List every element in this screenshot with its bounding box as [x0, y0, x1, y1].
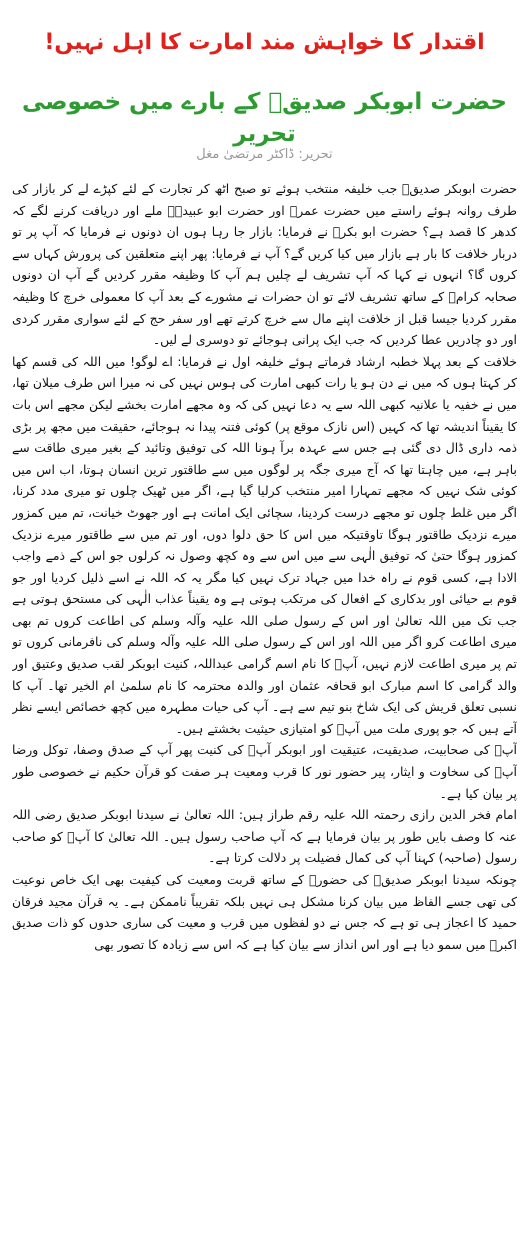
- paragraph: چونکہ سیدنا ابوبکر صدیقؓ کی حضورؐ کے ساتھ قربت ومعیت کی کیفیت بھی ایک خاص نوعیت کی تھی جسے الفاظ میں بیان کرنا مشکل ہی نہیں بلکہ تقریباً ناممکن ہے۔ یہ قرآن مجید فرقان حمید کا اعجاز ہی تو ہے کہ جس نے دو لفظوں میں قرب و معیت کی ساری حدوں کو ذات صدیق اکبرؓ میں سمو دیا ہے اور اس انداز سے بیان کیا ہے کہ اس سے زیادہ کا تصور بھی: [12, 872, 517, 952]
- paragraph: خلافت کے بعد پہلا خطبہ ارشاد فرماتے ہوئے خلیفہ اول نے فرمایا: اے لوگو! میں اللہ کی قسم کھا کر کہتا ہوں کہ میں نے دن ہو یا رات کبھی امارت کی ہوس نہیں کی نہ میرا اس طرف میلان تھا، میں نے خفیہ یا علانیہ کبھی اللہ سے یہ دعا نہیں کی کہ وہ مجھے امارت بخشے لیکن مجھے اس بات کا یقیناً اندیشہ تھا کہ کہیں (اس نازک موقع پر) کوئی فتنہ پیدا نہ ہوجائے، حقیقت میں مجھ پر بڑی ذمہ داری ڈال دی گئی ہے جس سے عہدہ برآ ہونا اللہ کی توفیق وتائید کے بغیر میری طاقت سے باہر ہے، میں چاہتا تھا کہ آج میری جگہ پر لوگوں میں سے طاقتور ترین انسان ہوتا، اب اس میں کوئی شک نہیں کہ مجھے تمہارا امیر منتخب کرلیا گیا ہے، اگر میں ٹھیک چلوں تو میری مدد کرنا، اگر میں غلط چلوں تو مجھے درست کردینا، سچائی ایک امانت ہے اور جھوٹ خیانت، تم میں کمزور میرے نزدیک طاقتور ہوگا تاوقتیکہ میں اس کا حق دلوا دوں، اور تم میں سے طاقتور میرے نزدیک کمزور ہوگا حتیٰ کہ توفیق الٰہی سے میں اس سے وہ کچھ وصول نہ کرلوں جو اس کے ذمے واجب الادا ہے، کسی قوم نے راہ خدا میں جہاد ترک نہیں کیا مگر یہ کہ اللہ نے اسے ذلیل کردیا اور جو قوم بے حیائی اور بدکاری کے افعال کی مرتکب ہوتی ہے وہ یقیناً عذاب الٰہی کی مستحق ہوتی ہے جب تک میں اللہ تعالیٰ اور اس کے رسول صلی اللہ علیہ وآلہ وسلم کی اطاعت کروں تم بھی میری اطاعت کرو اگر میں اللہ اور اس کے رسول صلی اللہ علیہ وآلہ وسلم کی نافرمانی کروں تو تم پر میری اطاعت لازم نہیں، آپؓ کا نام اسم گرامی عبداللہ، کنیت ابوبکر لقب صدیق وعتیق اور والد گرامی کا اسم مبارک ابو قحافہ عثمان اور والدہ محترمہ کا نام سلمیٰ ام الخیر تھا۔ آپ کا نسبی تعلق قریش کی ایک شاخ بنو تیم سے ہے۔ آپ کی حیات مطہرہ میں کچھ خصائص ایسے نظر آتے ہیں کہ جو پوری ملت میں آپؓ کو امتیازی حیثیت بخشتے ہیں۔: [12, 353, 517, 736]
- paragraph: حضرت ابوبکر صدیقؓ جب خلیفہ منتخب ہوئے تو صبح اٹھ کر تجارت کے لئے کپڑے لے کر بازار کی طرف روانہ ہوئے راستے میں حضرت عمرؓ اور حضرت ابو عبیدہؓ ملے اور دریافت کرنے لگے کہ کدھر کا قصد ہے؟ حضرت ابو بکرؓ نے فرمایا: بازار جا رہا ہوں ان دونوں نے فرمایا کہ آپ پر تو دربار خلافت کا بار ہے بازار میں کیا کریں گے؟ آپ نے فرمایا: پھر اپنے متعلقین کی پرورش کہاں سے کروں گا؟ انہوں نے کہا کہ آپ تشریف لے چلیں ہم آپ کا وظیفہ مقرر کردیں گے آپ ان دونوں صحابہ کرامؓ کے ساتھ تشریف لائے تو ان حضرات نے مشورے کے بعد آپ کا معمولی خرچ کا وظیفہ مقرر کردیا جیسا قبل از خلافت اپنے مال سے خرچ کرتے تھے اور سفر حج کے لئے سواری مقرر کردی اور دو چادریں عطا کردیں کہ جب ایک پرانی ہوجائے تو دوسری لے لیں۔: [12, 181, 517, 348]
- article-body: [12, 178, 517, 1253]
- paragraph: امام فخر الدین رازی رحمتہ اللہ علیہ رقم طراز ہیں: اللہ تعالیٰ نے سیدنا ابوبکر صدیق رضی اللہ عنہ کا وصف بایں طور پر بیان فرمایا ہے کہ آپ صاحب رسول ہیں۔ اللہ تعالیٰ کا آپؓ کو صاحب رسول (صاحبہ) کہنا آپ کی کمال فضیلت پر دلالت کرتا ہے۔: [12, 807, 517, 866]
- paragraph: آپؓ کی صحابیت، صدیقیت، عتیقیت اور ابوبکر آپؓ کی کنیت پھر آپ کے صدق وصفا، توکل ورضا آپؓ کی سخاوت و ایثار، پیر حضور نور کا قرب ومعیت ہر صفت کو قرآن حکیم نے خصوصی طور پر بیان کیا ہے۔: [12, 742, 517, 801]
- headline: اقتدار کا خواہش مند امارت کا اہل نہیں!: [44, 30, 485, 55]
- author-byline: تحریر: ڈاکٹر مرتضیٰ مغل: [196, 147, 333, 162]
- sub-headline: حضرت ابوبکر صدیقؓ کے بارے میں خصوصی تحریر: [22, 89, 507, 147]
